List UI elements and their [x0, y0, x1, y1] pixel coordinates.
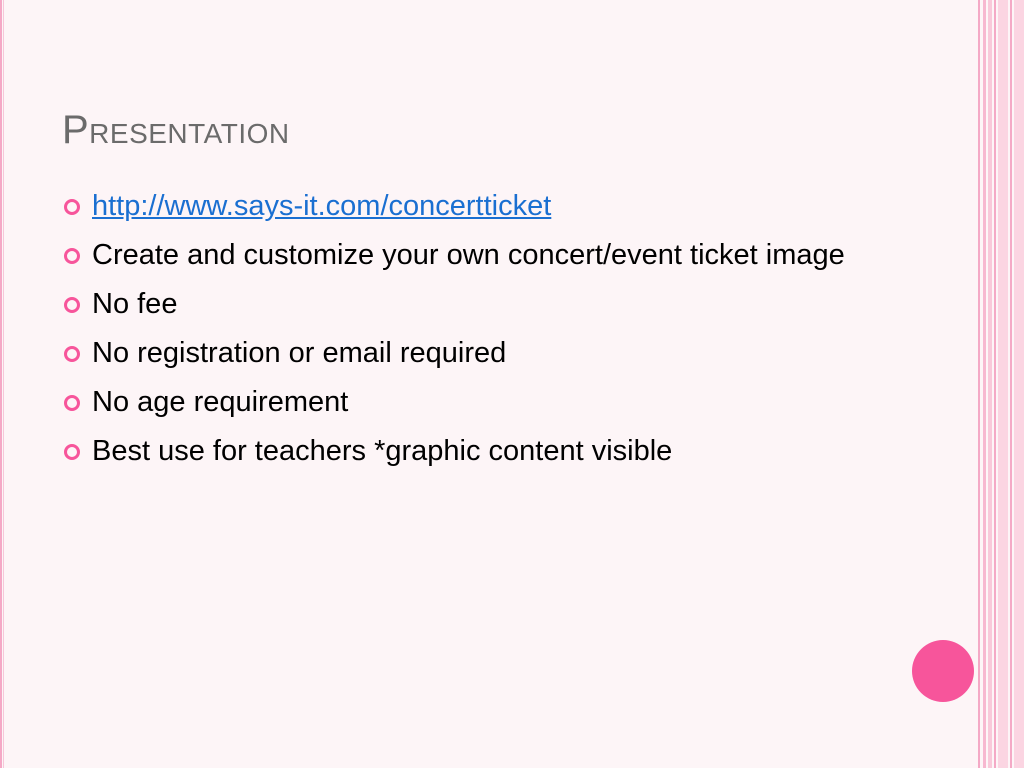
- right-stripe: [994, 0, 996, 768]
- bullet-item: [62, 431, 892, 471]
- hollow-circle-icon: [64, 346, 80, 362]
- bullet-item: [62, 333, 892, 373]
- hollow-circle-icon: [64, 297, 80, 313]
- bullet-item: [62, 382, 892, 422]
- bullet-text: No age requirement: [92, 386, 349, 418]
- bullet-list: [62, 186, 892, 480]
- hollow-circle-icon: [64, 444, 80, 460]
- hollow-circle-icon: [64, 199, 80, 215]
- left-border-line: [0, 0, 2, 768]
- bullet-item: [62, 235, 892, 275]
- bullet-item-link: [62, 186, 892, 226]
- right-stripe: [998, 0, 1008, 768]
- left-border-line-inner: [3, 0, 4, 768]
- right-stripe: [1014, 0, 1024, 768]
- hollow-circle-icon: [64, 248, 80, 264]
- right-stripe: [988, 0, 992, 768]
- bullet-item: [62, 284, 892, 324]
- bullet-text: No fee: [92, 288, 178, 320]
- bullet-text: No registration or email required: [92, 337, 507, 369]
- right-stripe: [1010, 0, 1012, 768]
- right-stripe: [978, 0, 980, 768]
- bullet-text: Create and customize your own concert/event ticket image: [92, 239, 845, 271]
- slide-title: Presentation: [62, 108, 290, 152]
- hollow-circle-icon: [64, 395, 80, 411]
- right-stripe: [983, 0, 986, 768]
- concert-ticket-link[interactable]: http://www.says-it.com/concertticket: [92, 190, 552, 222]
- bullet-text: Best use for teachers *graphic content visible: [92, 435, 673, 467]
- pink-circle-icon: [912, 640, 974, 702]
